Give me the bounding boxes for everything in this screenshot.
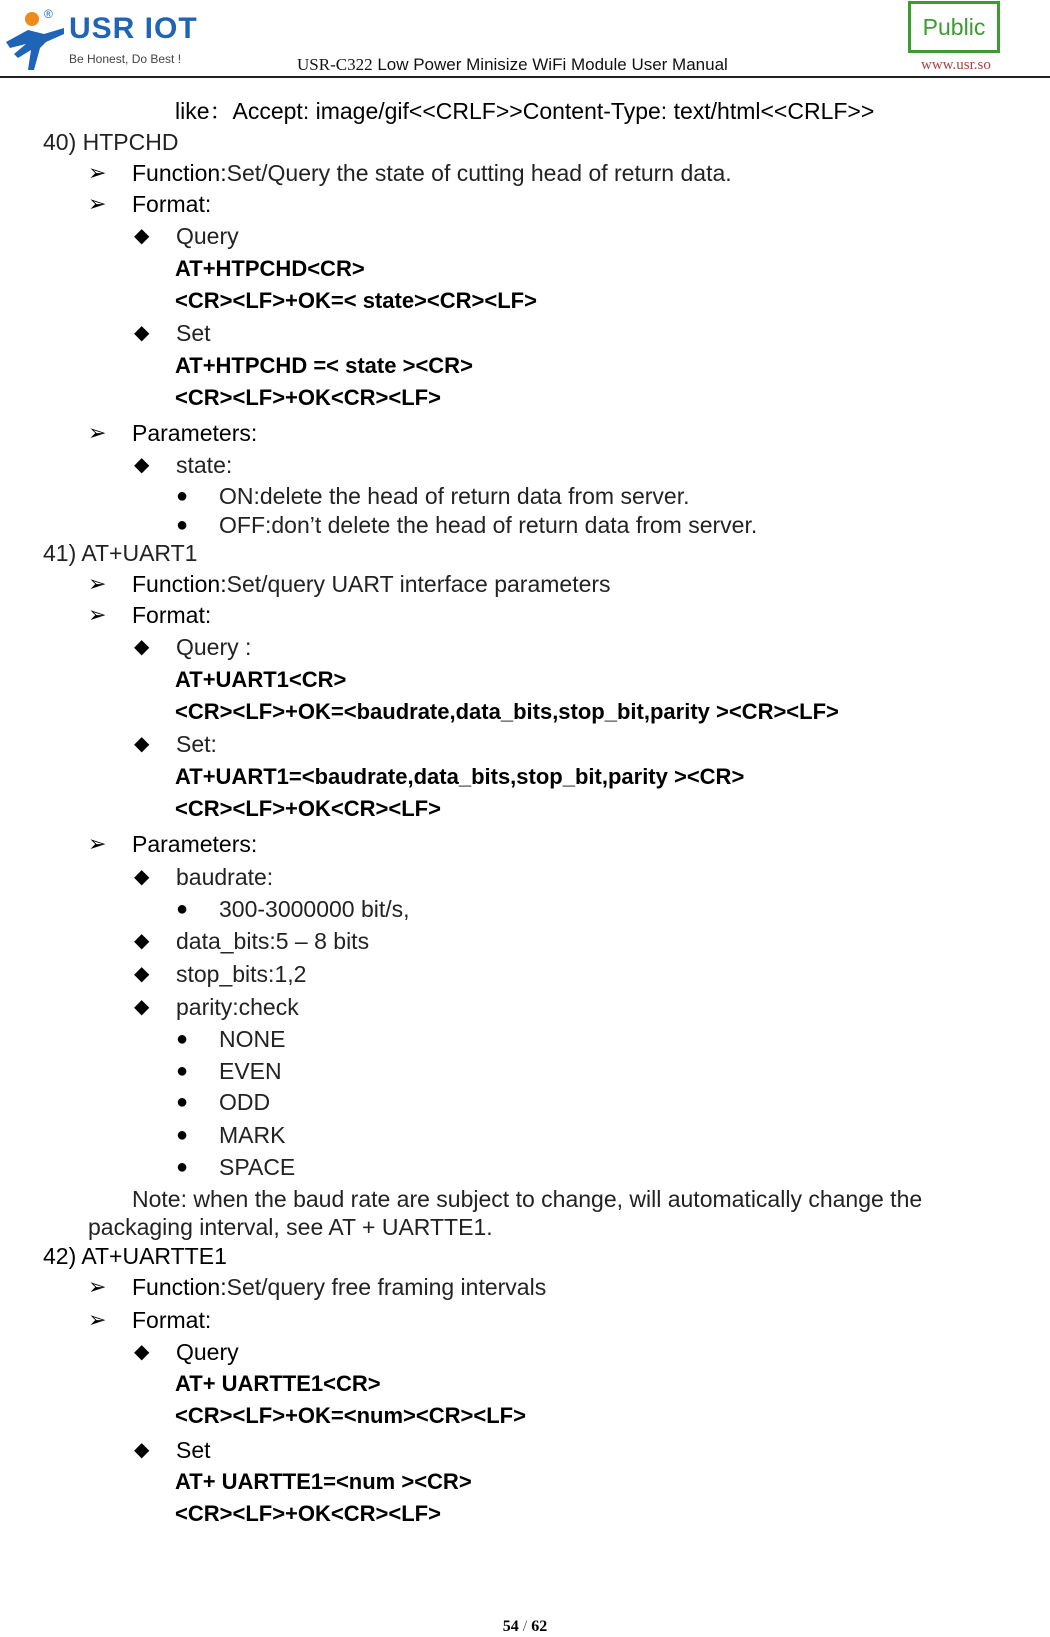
arrow-bullet-icon: ➢ [88,571,107,596]
diamond-bullet-icon: ◆ [134,454,150,476]
s41-query-command: AT+UART1<CR> [175,667,347,692]
diamond-bullet-icon: ◆ [134,1439,150,1461]
s41-set-label: Set: [176,731,217,757]
s40-state-off: OFF:don’t delete the head of return data from server. [219,512,758,538]
s41-note-line2: packaging interval, see AT + UARTTE1. [88,1214,493,1240]
dot-bullet-icon: ● [176,1124,189,1146]
s41-format-label: Format: [132,602,212,628]
s40-function-line [132,159,732,187]
diamond-bullet-icon: ◆ [134,963,150,985]
arrow-bullet-icon: ➢ [88,831,107,856]
diamond-bullet-icon: ◆ [134,1341,150,1363]
section-40-heading: 40) HTPCHD [43,129,179,155]
s40-parameters-label: Parameters: [132,420,258,446]
s42-set-label: Set [176,1437,211,1463]
s40-format-label: Format: [132,191,212,217]
s40-state-on: ON:delete the head of return data from server. [219,483,690,509]
s41-parameters-label: Parameters: [132,831,258,857]
s41-param-baudrate: baudrate: [176,864,274,890]
function-label: Function: [132,571,227,597]
s42-set-response: <CR><LF>+OK<CR><LF> [175,1501,441,1526]
function-text: Set/query UART interface parameters [226,571,611,597]
arrow-bullet-icon: ➢ [88,1274,107,1299]
model-number: USR-C322 [297,55,373,74]
total-pages: 62 [531,1618,548,1635]
current-page: 54 [502,1618,519,1635]
registered-mark: ® [44,7,53,21]
arrow-bullet-icon: ➢ [88,602,107,627]
s42-format-label: Format: [132,1307,212,1333]
dot-bullet-icon: ● [176,1028,189,1050]
s41-function-line [132,570,611,598]
diamond-bullet-icon: ◆ [134,322,150,344]
s42-set-command: AT+ UARTTE1=<num ><CR> [175,1469,472,1494]
diamond-bullet-icon: ◆ [134,996,150,1018]
s40-query-response: <CR><LF>+OK=< state><CR><LF> [175,288,537,313]
s42-query-response: <CR><LF>+OK=<num><CR><LF> [175,1403,526,1428]
function-text: Set/query free framing intervals [226,1274,547,1300]
function-text: Set/Query the state of cutting head of return data. [226,160,732,186]
diamond-bullet-icon: ◆ [134,225,150,247]
dot-bullet-icon: ● [176,514,189,536]
parity-option: ODD [219,1089,271,1115]
brand-name: USR IOT [69,12,198,45]
section-42-heading: 42) AT+UARTTE1 [43,1243,227,1269]
s40-query-label: Query [176,223,239,249]
function-label: Function: [132,160,227,186]
parity-option: MARK [219,1122,286,1148]
dot-bullet-icon: ● [176,1060,189,1082]
s42-query-command: AT+ UARTTE1<CR> [175,1371,381,1396]
parity-option: EVEN [219,1058,282,1084]
s41-param-stopbits: stop_bits:1,2 [176,961,307,987]
s41-query-label: Query : [176,634,252,660]
s40-param-state: state: [176,452,233,478]
parity-option: NONE [219,1026,286,1052]
parity-option: SPACE [219,1154,296,1180]
arrow-bullet-icon: ➢ [88,191,107,216]
accept-example-line: like：Accept: image/gif<<CRLF>>Content-Type: text/html<<CRLF>> [175,98,875,124]
diamond-bullet-icon: ◆ [134,930,150,952]
s40-query-command: AT+HTPCHD<CR> [175,256,365,281]
section-41-heading: 41) AT+UART1 [43,540,198,566]
arrow-bullet-icon: ➢ [88,420,107,445]
s40-set-response: <CR><LF>+OK<CR><LF> [175,385,441,410]
s42-function-line [132,1273,546,1301]
diamond-bullet-icon: ◆ [134,636,150,658]
dot-bullet-icon: ● [176,898,189,920]
s42-query-label: Query [176,1339,239,1365]
s41-param-databits: data_bits:5 – 8 bits [176,928,370,954]
s41-query-response: <CR><LF>+OK=<baudrate,data_bits,stop_bit,parity ><CR><LF> [175,699,839,724]
diamond-bullet-icon: ◆ [134,733,150,755]
function-label: Function: [132,1274,227,1300]
title-text: Low Power Minisize WiFi Module User Manual [377,55,728,74]
public-badge: Public [908,1,1000,53]
s41-note-line1: Note: when the baud rate are subject to change, will automatically change the [132,1186,923,1212]
arrow-bullet-icon: ➢ [88,160,107,185]
dot-bullet-icon: ● [176,1156,189,1178]
dot-bullet-icon: ● [176,485,189,507]
diamond-bullet-icon: ◆ [134,866,150,888]
brand-slogan: Be Honest, Do Best ! [69,52,182,66]
s41-set-command: AT+UART1=<baudrate,data_bits,stop_bit,parity ><CR> [175,764,745,789]
s40-set-label: Set [176,320,211,346]
s41-baud-range: 300-3000000 bit/s, [219,896,410,922]
header-url: www.usr.so [921,57,991,73]
page-number [0,1618,1050,1636]
s41-param-parity: parity:check [176,994,299,1020]
arrow-bullet-icon: ➢ [88,1307,107,1332]
s40-set-command: AT+HTPCHD =< state ><CR> [175,353,473,378]
dot-bullet-icon: ● [176,1091,189,1113]
s41-set-response: <CR><LF>+OK<CR><LF> [175,796,441,821]
page-separator: / [522,1618,528,1635]
